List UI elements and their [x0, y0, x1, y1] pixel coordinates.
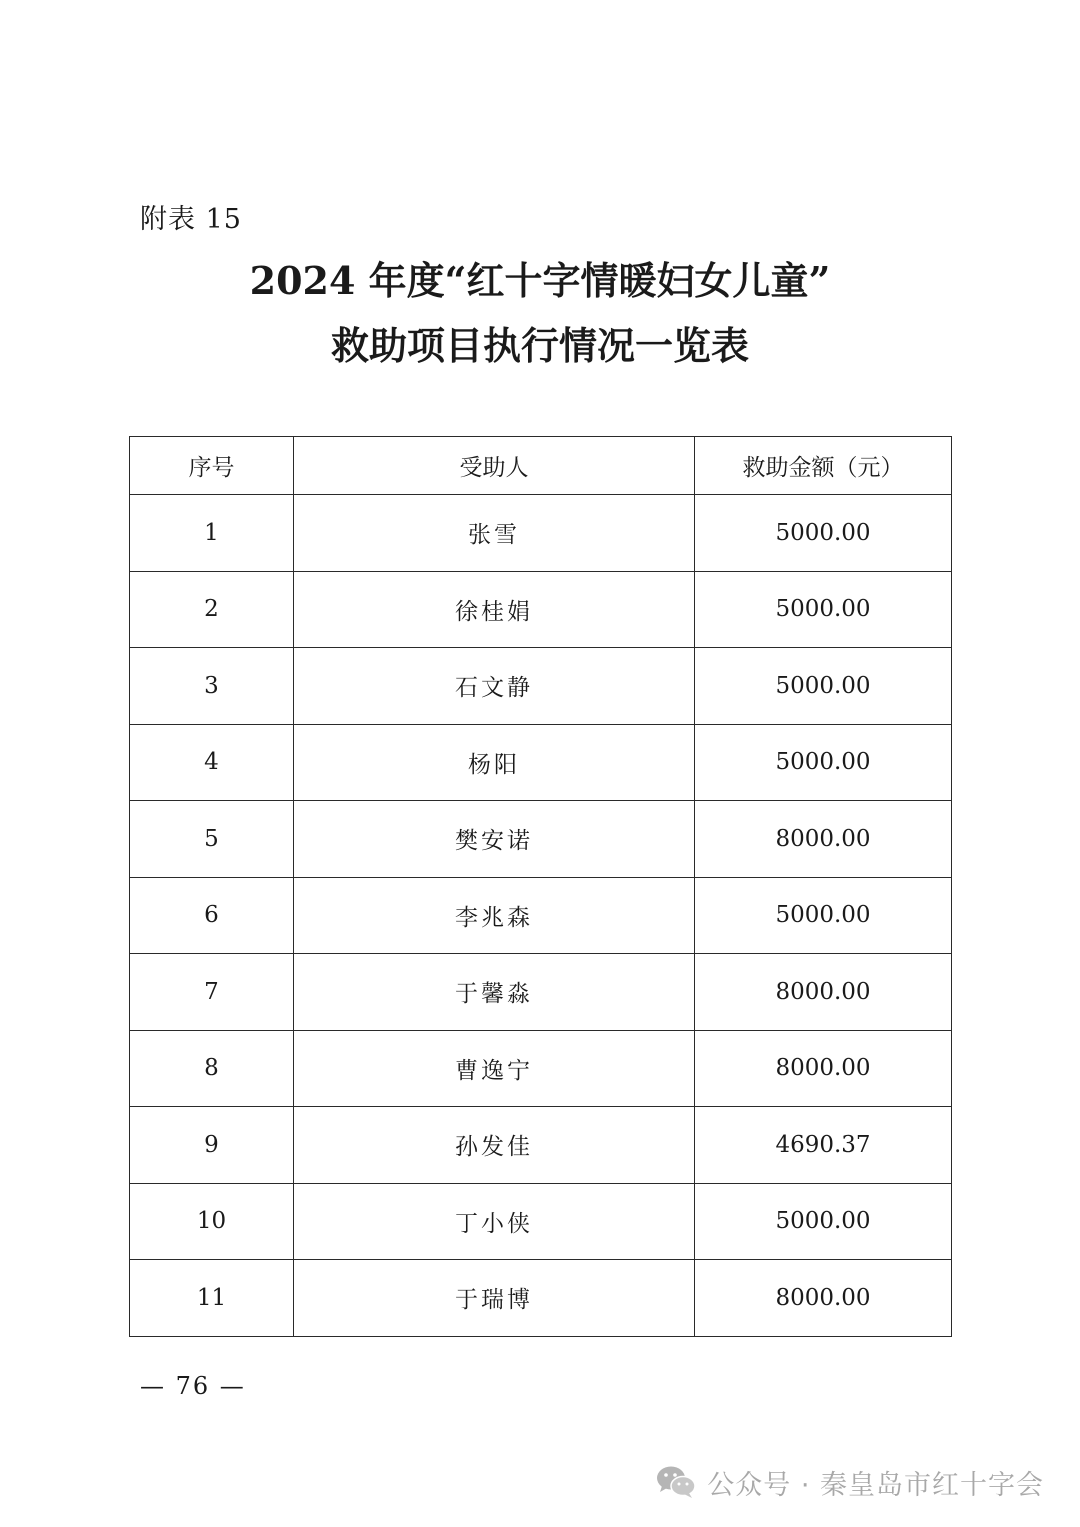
- table-row: [130, 648, 952, 725]
- row-serial-number: 3: [130, 648, 294, 725]
- row-recipient-name: 曹逸宁: [294, 1030, 695, 1107]
- table-row: [130, 1183, 952, 1260]
- row-aid-amount: 8000.00: [695, 801, 952, 878]
- wechat-icon: [655, 1464, 697, 1500]
- row-aid-amount: 8000.00: [695, 1030, 952, 1107]
- row-recipient-name: 徐桂娟: [294, 571, 695, 648]
- document-title-line2: 救助项目执行情况一览表: [330, 323, 749, 368]
- row-recipient-name: 李兆森: [294, 877, 695, 954]
- row-aid-amount: 8000.00: [695, 1260, 952, 1337]
- row-aid-amount: 5000.00: [695, 724, 952, 801]
- table-row: [130, 495, 952, 572]
- table-row: [130, 1107, 952, 1184]
- row-serial-number: 7: [130, 954, 294, 1031]
- row-serial-number: 9: [130, 1107, 294, 1184]
- table-row: [130, 1260, 952, 1337]
- appendix-label: 附表 15: [140, 204, 242, 235]
- table-row: [130, 1030, 952, 1107]
- row-recipient-name: 孙发佳: [294, 1107, 695, 1184]
- row-aid-amount: 5000.00: [695, 877, 952, 954]
- row-aid-amount: 5000.00: [695, 495, 952, 572]
- row-recipient-name: 于馨淼: [294, 954, 695, 1031]
- table-header-row: [130, 437, 952, 495]
- row-recipient-name: 丁小侠: [294, 1183, 695, 1260]
- row-serial-number: 2: [130, 571, 294, 648]
- header-aid-amount: 救助金额（元）: [695, 437, 952, 495]
- row-aid-amount: 5000.00: [695, 1183, 952, 1260]
- row-serial-number: 11: [130, 1260, 294, 1337]
- row-serial-number: 8: [130, 1030, 294, 1107]
- row-serial-number: 10: [130, 1183, 294, 1260]
- table-row: [130, 571, 952, 648]
- row-aid-amount: 8000.00: [695, 954, 952, 1031]
- row-aid-amount: 5000.00: [695, 648, 952, 725]
- document-title-line1: 2024 年度“红十字情暖妇女儿童”: [249, 258, 831, 303]
- row-serial-number: 6: [130, 877, 294, 954]
- table-row: [130, 801, 952, 878]
- row-serial-number: 4: [130, 724, 294, 801]
- row-aid-amount: 4690.37: [695, 1107, 952, 1184]
- header-serial-number: 序号: [130, 437, 294, 495]
- row-recipient-name: 于瑞博: [294, 1260, 695, 1337]
- aid-recipients-table: [129, 436, 952, 1337]
- watermark-text: 公众号 · 秦皇岛市红十字会: [707, 1469, 1044, 1501]
- row-recipient-name: 石文静: [294, 648, 695, 725]
- table-row: [130, 724, 952, 801]
- row-recipient-name: 杨阳: [294, 724, 695, 801]
- row-serial-number: 5: [130, 801, 294, 878]
- table-row: [130, 954, 952, 1031]
- header-recipient: 受助人: [294, 437, 695, 495]
- page-number: — 76 —: [140, 1372, 246, 1400]
- row-recipient-name: 张雪: [294, 495, 695, 572]
- table-row: [130, 877, 952, 954]
- row-serial-number: 1: [130, 495, 294, 572]
- row-aid-amount: 5000.00: [695, 571, 952, 648]
- wechat-watermark: [655, 1460, 1044, 1504]
- row-recipient-name: 樊安诺: [294, 801, 695, 878]
